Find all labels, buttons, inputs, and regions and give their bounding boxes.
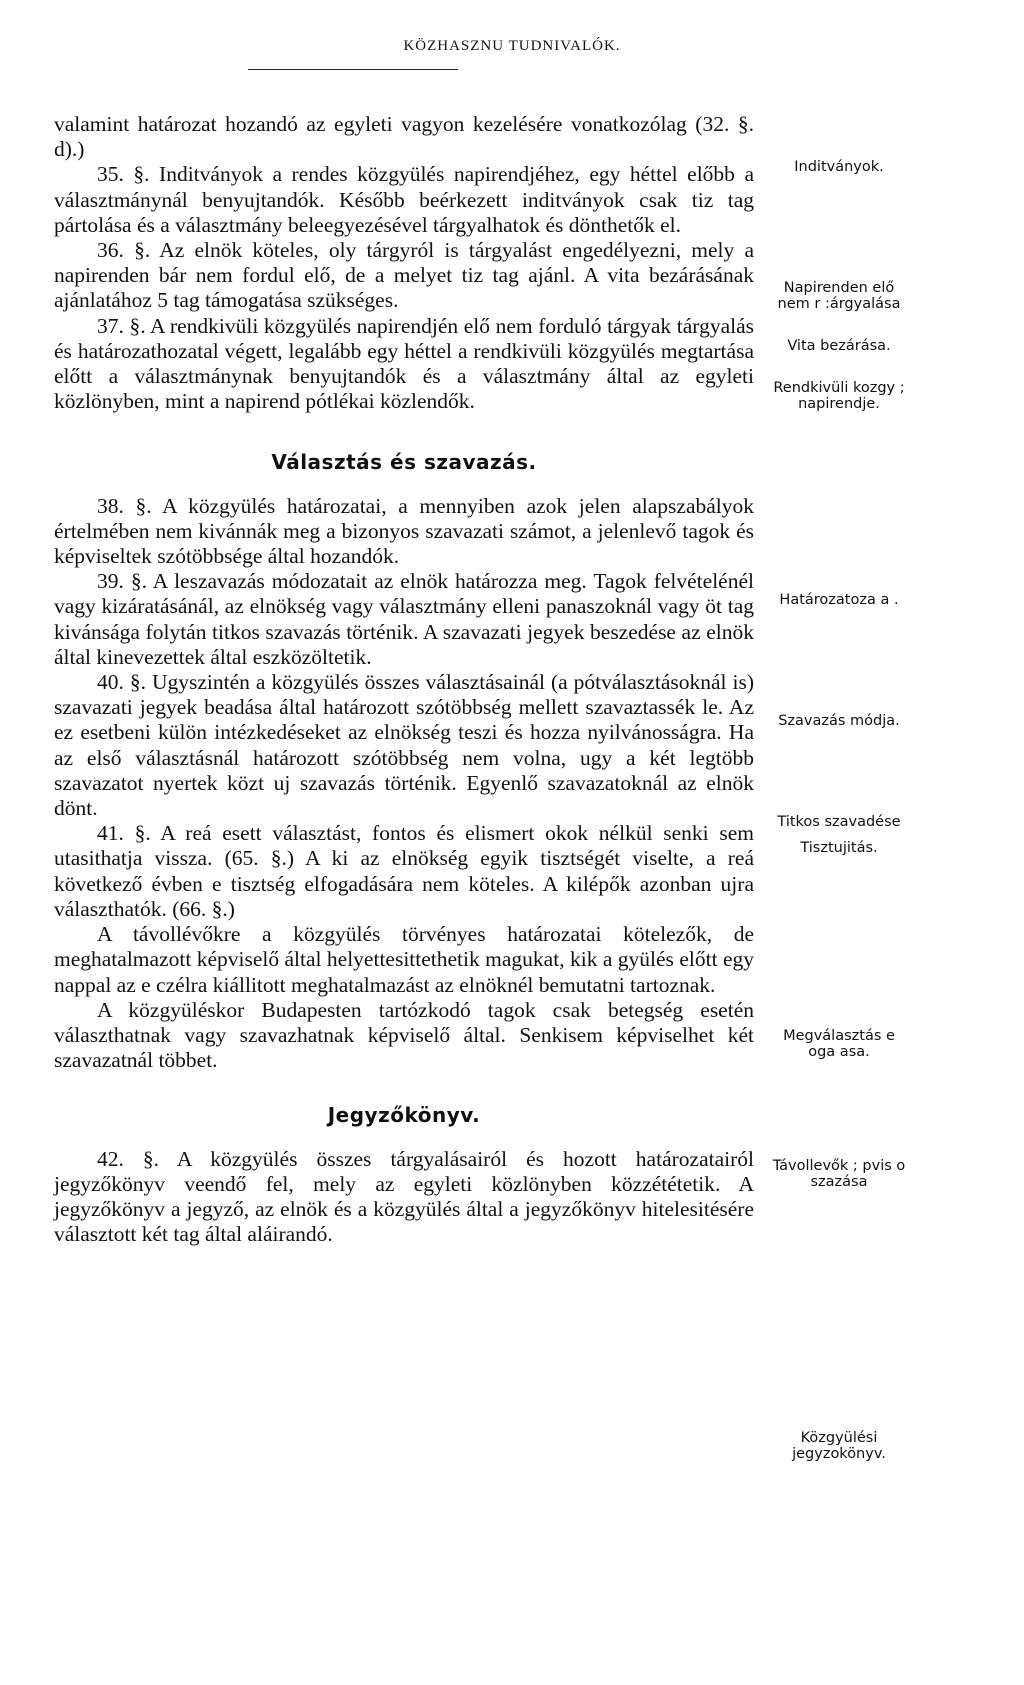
margin-note-inditvanyok: Inditványok. xyxy=(794,159,884,175)
margin-note-megvalasztas: Megválasztás e oga asa. xyxy=(783,1028,895,1060)
paragraph-40: 40. §. Ugyszintén a közgyülés összes választásainál (a pótválasztásoknál is) szavazati jegyek beadása által határozott szótöbbség mellett szavaztassék le. Az ez esetbeni külön intézkedéseket az elnökség teszi és hozza nyilvánosságra. Ha az első választásnál határozott szótöbbség nem volna, ugy a két legtöbb szavazatot nyertek közt uj szavazás történik. Egyenlő szavazatoknál az elnök dönt. xyxy=(54,670,754,821)
paragraph-36: 36. §. Az elnök köteles, oly tárgyról is tárgyalást engedélyezni, mely a napirenden bár nem fordul elő, de a melyet tiz tag ajánl. A vita bezárásának ajánlatához 5 tag támogatása szükséges. xyxy=(54,238,754,313)
section-heading-jegyzokonyv: Jegyzőkönyv. xyxy=(327,1103,481,1128)
paragraph-39: 39. §. A leszavazás módozatait az elnök határozza meg. Tagok felvételénél vagy kizáratásánál, az elnökség vagy választmány elleni panaszoknál vagy öt tag kivánsága folytán titkos szavazás történik. A szavazati jegyek beszedése az elnök által kinevezettek által eszközöltetik. xyxy=(54,569,754,669)
margin-note-hatarozat: Határozatoza a . xyxy=(779,592,899,608)
paragraph-41: 41. §. A reá esett választást, fontos és elismert okok nélkül senki sem utasithatja vissza. (65. §.) A ki az elnökség egyik tisztségét viselte, a reá következő évben e tisztség elfogadására nem köteles. A kilépők azonban ujra választhatók. (66. §.) xyxy=(54,821,754,921)
paragraph-37: 37. §. A rendkivüli közgyülés napirendjén elő nem forduló tárgyak tárgyalás és határozathozatal végett, legalább egy héttel a rendkivüli közgyülés megtartása előtt a választmánynak benyujtandók és a választmány által az egyleti közlönyben, mint a napirend pótlékai közlendők. xyxy=(54,313,754,414)
margin-note-tisztujitas: Tisztujitás. xyxy=(800,840,878,856)
paragraph-38: 38. §. A közgyülés határozatai, a mennyiben azok jelen alapszabályok értelmében nem kivánnák meg a bizonyos szavazati számot, a jelenlevő tagok és képviseltek szótöbbsége által hozandók. xyxy=(54,493,754,569)
paragraph: valamint határozat hozandó az egyleti vagyon kezelésére vonatkozólag (32. §. d).) xyxy=(54,112,754,162)
margin-note-titkos: Titkos szavadése xyxy=(777,814,901,830)
paragraph-35: 35. §. Inditványok a rendes közgyülés napirendjéhez, egy héttel előbb a választmánynál benyujtandók. Később beérkezett inditványok csak tiz tag pártolása és a választmány beleegyezésével tárgyalhatok és dönthetők el. xyxy=(54,162,754,237)
margin-note-szavazas-modja: Szavazás módja. xyxy=(778,713,900,729)
paragraph-42: 42. §. A közgyülés összes tárgyalásairól és hozott határozatairól jegyzőkönyv veendő fel, mely az egyleti közlönyben közzététetik. A jegyzőkönyv a jegyző, az elnök és a közgyülés által a jegyzőkönyv hitelesitésére választott két tag által aláirandó. xyxy=(54,1146,754,1247)
header-rule xyxy=(248,69,458,70)
margin-note-vita: Vita bezárása. xyxy=(787,338,891,354)
margin-note-tavollevok: Távollevők ; pvis o szazása xyxy=(772,1158,906,1190)
margin-note-jegyzokonyv: Közgyülési jegyzokönyv. xyxy=(792,1430,886,1462)
margin-note-rendkivuli: Rendkivüli kozgy ; napirendje. xyxy=(773,380,905,412)
paragraph-tavollevok: A távollévőkre a közgyülés törvényes határozatai kötelezők, de meghatalmazott képviselő által helyettesittethetik magukat, kik a gyülés előtt egy nappal az e czélra kiállitott meghatalmazást az elnöknél bemutatni tartoznak. xyxy=(54,922,754,997)
paragraph-budapest: A közgyüléskor Budapesten tartózkodó tagok csak betegség esetén választhatnak vagy szavazhatnak képviselő által. Senkisem képviselhet két szavazatnál többet. xyxy=(54,997,754,1073)
main-text xyxy=(54,112,754,1247)
section-heading-valasztas: Választás és szavazás. xyxy=(271,450,537,475)
margin-note-napirenden: Napirenden elő nem r :árgyalása xyxy=(777,280,901,312)
running-header: KÖZHASZNU TUDNIVALÓK. xyxy=(403,38,621,54)
